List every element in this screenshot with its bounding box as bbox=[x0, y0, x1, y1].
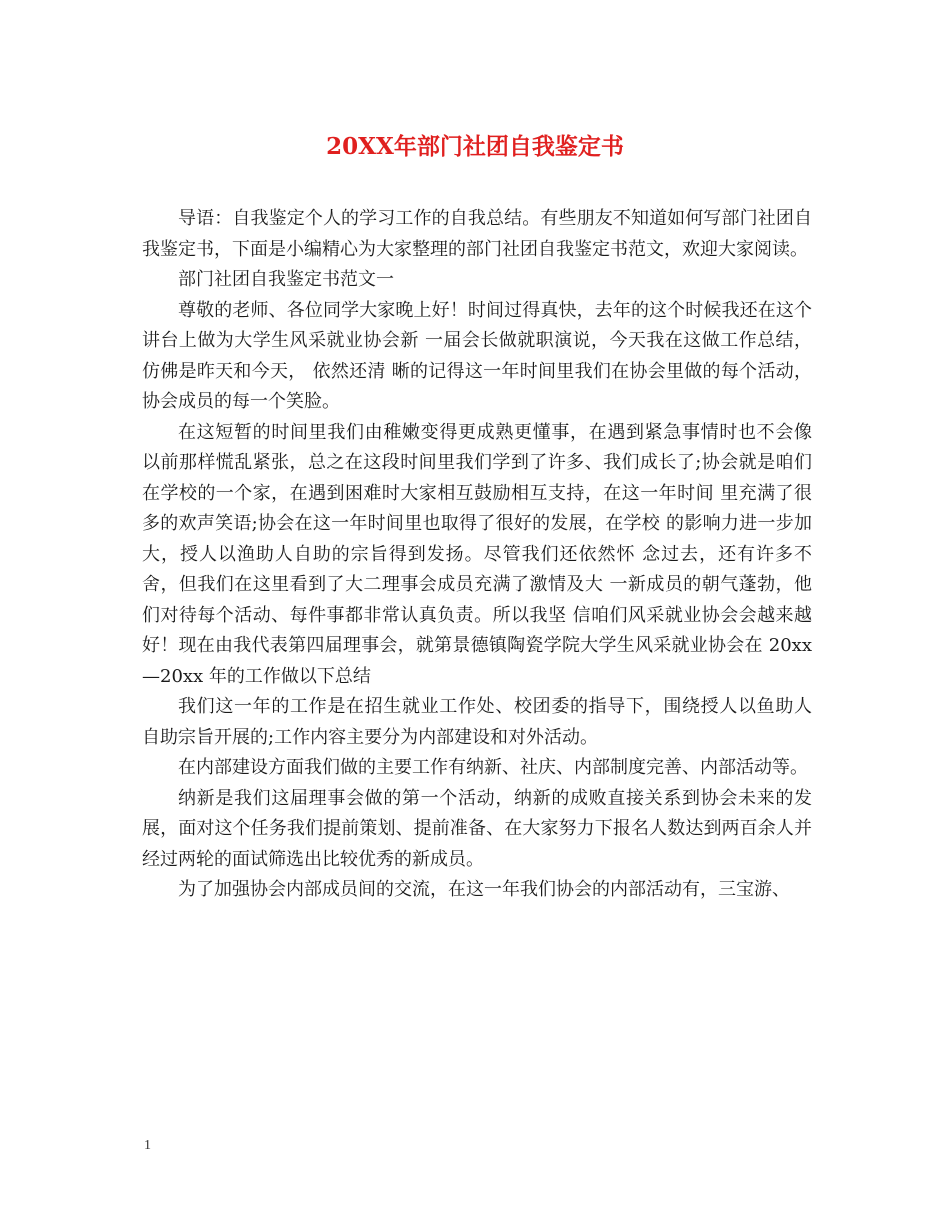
paragraph-work-summary: 我们这一年的工作是在招生就业工作处、校团委的指导下，围绕授人以鱼助人 自助宗旨开展的;工作内容主要分为内部建设和对外活动。 bbox=[142, 696, 812, 748]
document-body bbox=[142, 204, 812, 906]
page-number: 1 bbox=[144, 1138, 151, 1153]
paragraph-intro: 导语：自我鉴定个人的学习工作的自我总结。有些朋友不知道如何写部门社团自我鉴定书，下面是小编精心为大家整理的部门社团自我鉴定书范文，欢迎大家阅读。 bbox=[142, 208, 812, 260]
document-title: 20XX年部门社团自我鉴定书 bbox=[326, 133, 624, 160]
paragraph-internal-building: 在内部建设方面我们做的主要工作有纳新、社庆、内部制度完善、内部活动等。 bbox=[178, 757, 808, 778]
paragraph-greeting: 尊敬的老师、各位同学大家晚上好！时间过得真快，去年的这个时候我还在这个讲台上做为大学生风采就业协会新 一届会长做就职演说，今天我在这做工作总结，仿佛是昨天和今天， 依然还清 晰的记得这一年时间里我们在协会里做的每个活动，协会成员的每一个笑脸。 bbox=[142, 299, 812, 412]
paragraph-internal-activities: 为了加强协会内部成员间的交流，在这一年我们协会的内部活动有，三宝游、 bbox=[178, 879, 790, 900]
paragraph-section-heading: 部门社团自我鉴定书范文一 bbox=[178, 269, 394, 290]
paragraph-growth: 在这短暂的时间里我们由稚嫩变得更成熟更懂事，在遇到紧急事情时也不会像 以前那样慌乱紧张，总之在这段时间里我们学到了许多、我们成长了;协会就是咱们在学校的一个家，在遇到困难时大家相互鼓励相互支持，在这一年时间 里充满了很多的欢声笑语;协会在这一年时间里也取得了很好的发展，在学校 的影响力进一步加大，授人以渔助人自助的宗旨得到发扬。尽管我们还依然怀 念过去，还有许多不舍，但我们在这里看到了大二理事会成员充满了激情及大 一新成员的朝气蓬勃，他们对待每个活动、每件事都非常认真负责。所以我坚 信咱们风采就业协会会越来越好！现在由我代表第四届理事会，就第景德镇陶瓷学院大学生风采就业协会在 20xx —20xx 年的工作做以下总结 bbox=[142, 421, 812, 687]
paragraph-recruitment: 纳新是我们这届理事会做的第一个活动，纳新的成败直接关系到协会未来的发 展，面对这个任务我们提前策划、提前准备、在大家努力下报名人数达到两百余人并经过两轮的面试筛选出比较优秀的新成员。 bbox=[142, 787, 812, 870]
